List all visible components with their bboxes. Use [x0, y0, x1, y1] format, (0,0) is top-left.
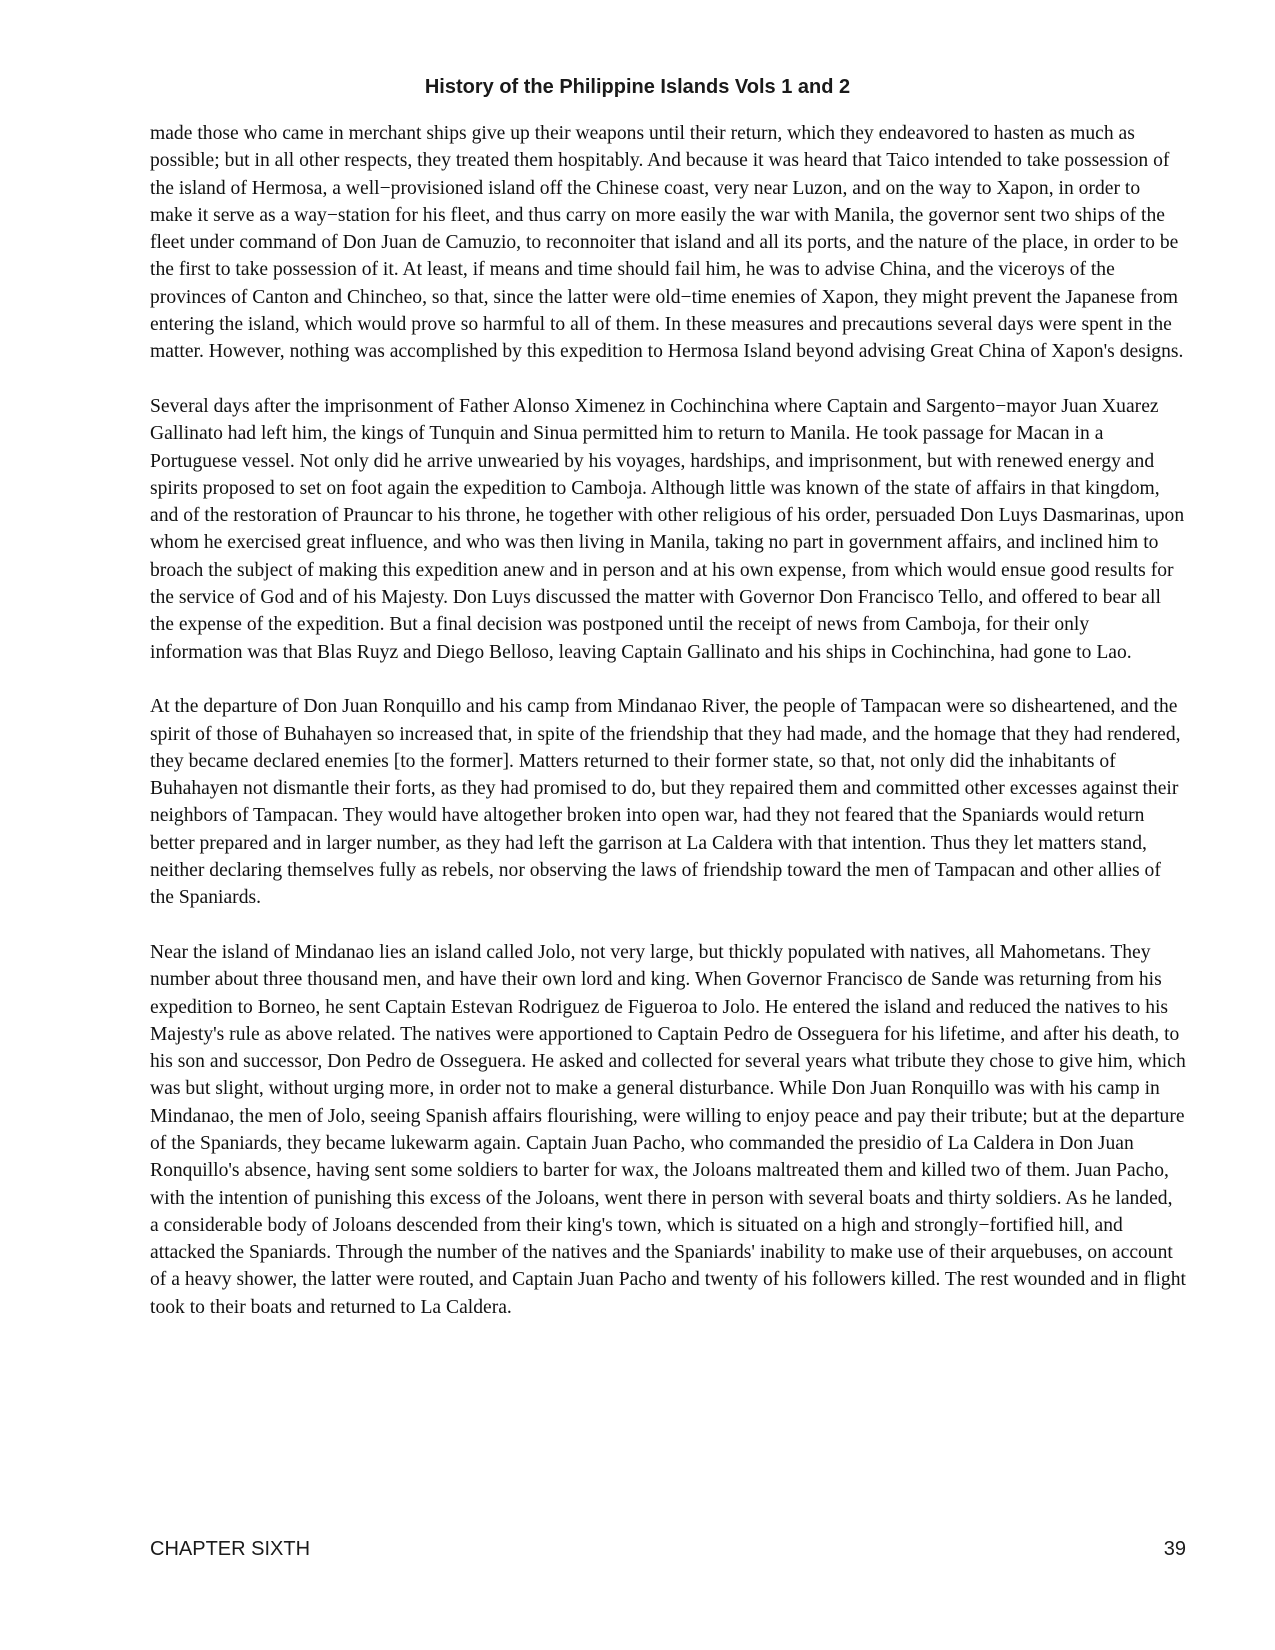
running-footer — [150, 1538, 1186, 1561]
paragraph: made those who came in merchant ships give up their weapons until their return, which they endeavored to hasten as much as possible; but in all other respects, they treated them hospitably. And because it was heard that Taico intended to take possession of the island of Hermosa, a well−provisioned island off the Chinese coast, very near Luzon, and on the way to Xapon, in order to make it serve as a way−station for his fleet, and thus carry on more easily the war with Manila, the governor sent two ships of the fleet under command of Don Juan de Camuzio, to reconnoiter that island and all its ports, and the nature of the place, in order to be the first to take possession of it. At least, if means and time should fail him, he was to advise China, and the viceroys of the provinces of Canton and Chincheo, so that, since the latter were old−time enemies of Xapon, they might prevent the Japanese from entering the island, which would prove so harmful to all of them. In these measures and precautions several days were spent in the matter. However, nothing was accomplished by this expedition to Hermosa Island beyond advising Great China of Xapon's designs. — [150, 123, 1184, 363]
paragraph: Near the island of Mindanao lies an island called Jolo, not very large, but thickly populated with natives, all Mahometans. They number about three thousand men, and have their own lord and king. When Governor Francisco de Sande was returning from his expedition to Borneo, he sent Captain Estevan Rodriguez de Figueroa to Jolo. He entered the island and reduced the natives to his Majesty's rule as above related. The natives were apportioned to Captain Pedro de Osseguera for his lifetime, and after his death, to his son and successor, Don Pedro de Osseguera. He asked and collected for several years what tribute they chose to give him, which was but slight, without urging more, in order not to make a general disturbance. While Don Juan Ronquillo was with his camp in Mindanao, the men of Jolo, seeing Spanish affairs flourishing, were willing to enjoy peace and pay their tribute; but at the departure of the Spaniards, they became lukewarm again. Captain Juan Pacho, who commanded the presidio of La Caldera in Don Juan Ronquillo's absence, having sent some soldiers to barter for wax, the Joloans maltreated them and killed two of them. Juan Pacho, with the intention of punishing this excess of the Joloans, went there in person with several boats and thirty soldiers. As he landed, a considerable body of Joloans descended from their king's town, which is situated on a high and strongly−fortified hill, and attacked the Spaniards. Through the number of the natives and the Spaniards' inability to make use of their arquebuses, on account of a heavy shower, the latter were routed, and Captain Juan Pacho and twenty of his followers killed. The rest wounded and in flight took to their boats and returned to La Caldera. — [150, 941, 1186, 1318]
paragraph: Several days after the imprisonment of Father Alonso Ximenez in Cochinchina where Captain and Sargento−mayor Juan Xuarez Gallinato had left him, the kings of Tunquin and Sinua permitted him to return to Manila. He took passage for Macan in a Portuguese vessel. Not only did he arrive unwearied by his voyages, hardships, and imprisonment, but with renewed energy and spirits proposed to set on foot again the expedition to Camboja. Although little was known of the state of affairs in that kingdom, and of the restoration of Prauncar to his throne, he together with other religious of his order, persuaded Don Luys Dasmarinas, upon whom he exercised great influence, and who was then living in Manila, taking no part in government affairs, and inclined him to broach the subject of making this expedition anew and in person and at his own expense, from which would ensue good results for the service of God and of his Majesty. Don Luys discussed the matter with Governor Don Francisco Tello, and offered to bear all the expense of the expedition. But a final decision was postponed until the receipt of news from Camboja, for their only information was that Blas Ruyz and Diego Belloso, leaving Captain Gallinato and his ships in Cochinchina, had gone to Lao. — [150, 395, 1185, 663]
footer-chapter-title: CHAPTER SIXTH — [150, 1538, 311, 1560]
running-header-title: History of the Philippine Islands Vols 1 and 2 — [424, 76, 851, 98]
page-number: 39 — [1163, 1538, 1186, 1560]
paragraph: At the departure of Don Juan Ronquillo and his camp from Mindanao River, the people of Tampacan were so disheartened, and the spirit of those of Buhahayen so increased that, in spite of the friendship that they had made, and the homage that they had rendered, they became declared enemies [to the former]. Matters returned to their former state, so that, not only did the inhabitants of Buhahayen not dismantle their forts, as they had promised to do, but they repaired them and committed other excesses against their neighbors of Tampacan. They would have altogether broken into open war, had they not feared that the Spaniards would return better prepared and in larger number, as they had left the garrison at La Caldera with that intention. Thus they let matters stand, neither declaring themselves fully as rebels, nor observing the laws of friendship toward the men of Tampacan and other allies of the Spaniards. — [150, 696, 1181, 909]
body-text — [150, 120, 1186, 1321]
